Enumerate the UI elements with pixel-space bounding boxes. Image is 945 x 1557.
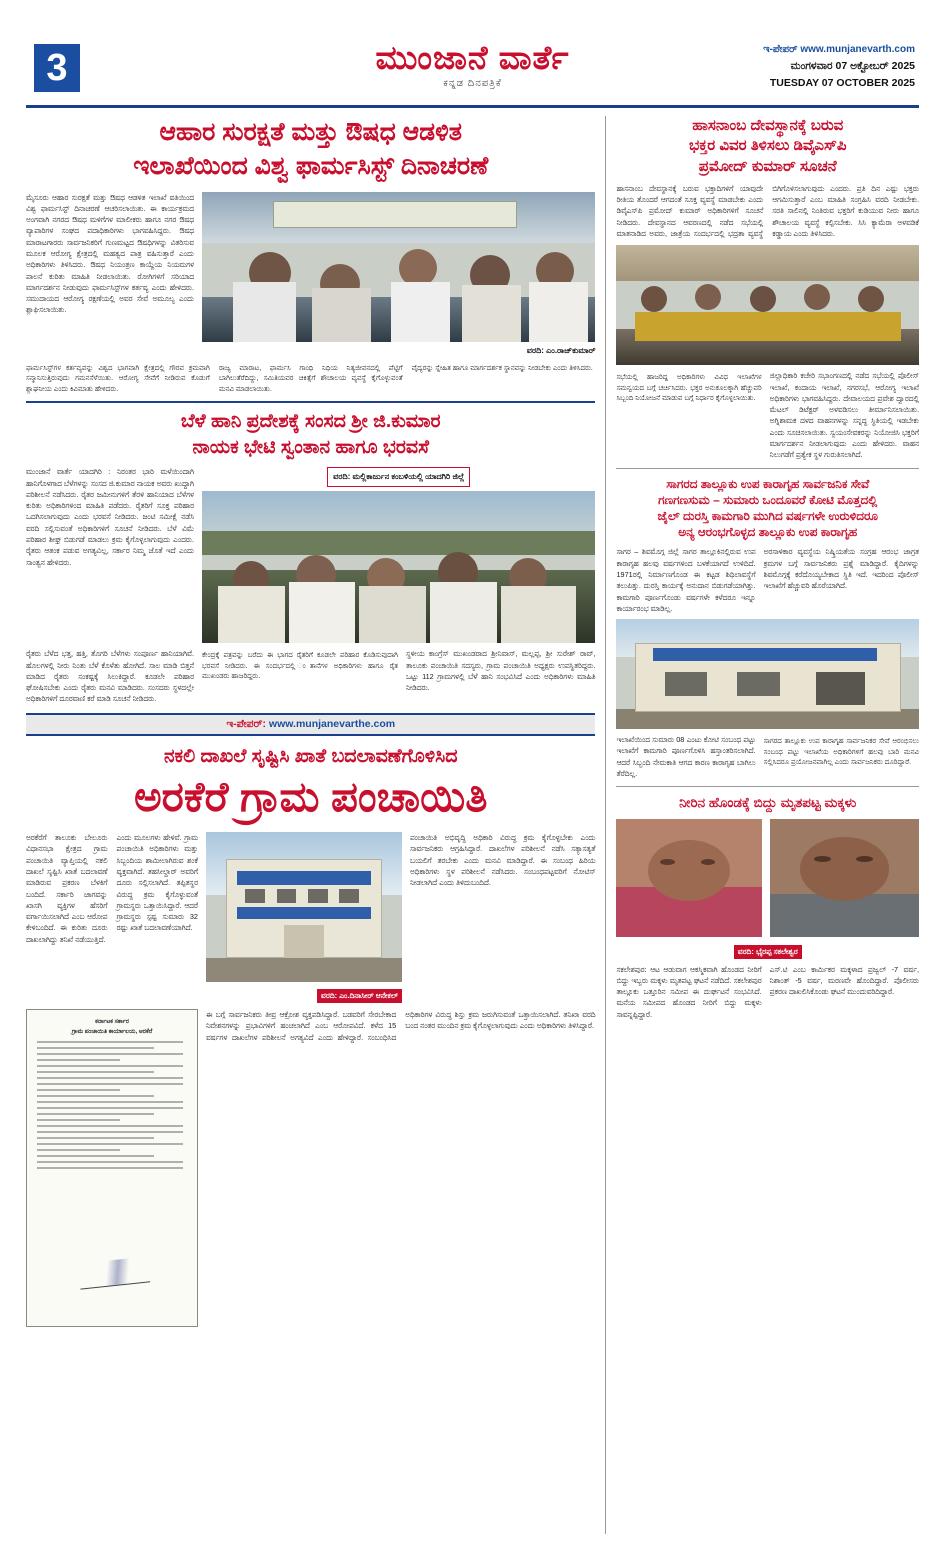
epaper-strip[interactable] bbox=[26, 713, 595, 736]
article4-headline-line2: ಅರಕೆರೆ ಗ್ರಾಮ ಪಂಚಾಯಿತಿ bbox=[134, 773, 488, 821]
article1-captions bbox=[26, 364, 595, 396]
article2-caption: ಸಭೆಯಲ್ಲಿ ಹಾಜರಿದ್ದ ಅಧಿಕಾರಿಗಳು ವಿವಿಧ ಇಲಾಖೆಗಳ ಸಮನ್ವಯದ ಬಗ್ಗೆ ಚರ್ಚಿಸಿದರು. ಭಕ್ತರ ಅನುಕೂಲಕ್ಕಾಗಿ ಹೆಚ್ಚುವರಿ ಸಿಬ್ಬಂದಿ ನಿಯೋಜನೆ ಮಾಡುವ ಬಗ್ಗೆ ನಿರ್ಧಾರ ಕೈಗೊಳ್ಳಲಾಯಿತು. bbox=[616, 374, 762, 403]
document-header: ಕರ್ನಾಟಕ ಸರ್ಕಾರ ಗ್ರಾಮ ಪಂಚಾಯಿತಿ ಕಾರ್ಯಾಲಯ, ಅರಕೆರೆ bbox=[71, 1019, 153, 1035]
article2-headline-line2: ಭಕ್ತರ ವಿವರ ತಿಳಿಸಲು ಡಿವೈಎಸ್‌ಪಿ bbox=[688, 137, 847, 155]
article3-caption: ಕೇಂದ್ರಕ್ಕೆ ಪತ್ರವನ್ನು ಬರೆದು ಈ ಭಾಗದ ರೈತರಿಗೆ ಕೂಡಲೇ ಪರಿಹಾರ ಕೊಡಿಸುವುದಾಗಿ ಭರವಸೆ ನೀಡಿದರು. ಈ ಸಂದರ್ಭದಲ್ಲಿ ಂತಾನೆಗಳ ಅಧಿಕಾರಿಗಳು ಹಾಗೂ ರೈತ ಮುಖಂಡರು ಹಾಜರಿದ್ದರು. bbox=[202, 652, 398, 681]
article5-headline-line1: ಸಾಗರದ ತಾಲ್ಲೂಕು ಉಪ ಕಾರಾಗೃಹ ಸಾರ್ವಜನಿಕ ಸೇವೆ bbox=[666, 476, 870, 491]
masthead-meta bbox=[763, 42, 915, 92]
article5-headline-line3: ಜೈಲ್ ದುರಸ್ತಿ ಕಾಮಗಾರಿ ಮುಗಿದ ವರ್ಷಗಳೇ ಉರುಳಿದರೂ bbox=[657, 508, 878, 523]
article4-byline: ವರದಿ: ಎಂ.ದಿನಾಸೀರ್ ಆನೇಕಲ್ bbox=[317, 989, 402, 1003]
right-column bbox=[605, 116, 919, 1534]
article5-headline-line4: ಅನ್ಯ ಆರಂಭಗೊಳ್ಳದ ತಾಲ್ಲೂಕು ಉಪ ಕಾರಾಗೃಹ bbox=[678, 525, 858, 540]
article4-body-2: ಎಂದು ಮೂಲಗಳು ಹೇಳಿವೆ. ಗ್ರಾಮ ಪಂಚಾಯಿತಿ ಅಧಿಕಾರಿಗಳು ಮತ್ತು ಸಿಬ್ಬಂದಿಯ ಶಾಮೀಲಾಗಿರುವ ಶಂಕೆ ವ್ಯಕ್ತವಾಗಿದೆ. ತಹಸೀಲ್ದಾರ್ ಅವರಿಗೆ ದೂರು ಸಲ್ಲಿಸಲಾಗಿದೆ. ತಪ್ಪಿತಸ್ಥರ ವಿರುದ್ಧ ಕ್ರಮ ಕೈಗೊಳ್ಳುವಂತೆ ಗ್ರಾಮಸ್ಥರು ಒತ್ತಾಯಿಸಿದ್ದಾರೆ. ಆದರೆ ಗ್ರಾಮಸ್ಥರು ಸ್ಪಷ್ಟ ಸುಮಾರು 32 ರಷ್ಟು ಖಾತೆ ಬದಲಾವಣೆಯಾಗಿದೆ. bbox=[116, 833, 198, 933]
article4-body-3: ಪಂಚಾಯಿತಿ ಅಭಿವೃದ್ಧಿ ಅಧಿಕಾರಿ ವಿರುದ್ಧ ಕ್ರಮ ಕೈಗೊಳ್ಳಬೇಕು ಎಂದು ಸಾರ್ವಜನಿಕರು ಆಗ್ರಹಿಸಿದ್ದಾರೆ. ದಾಖಲೆಗಳ ಪರಿಶೀಲನೆ ನಡೆಸಿ ಸತ್ಯಾಸತ್ಯತೆ ಬಯಲಿಗೆ ತರಬೇಕು ಎಂದು ಮನವಿ ಮಾಡಿದ್ದಾರೆ. ಈ ಸಂಬಂಧ ಹಿರಿಯ ಅಧಿಕಾರಿಗಳು ಸ್ಥಳ ಪರಿಶೀಲನೆ ನಡೆಸಿದರು. ಸಂಬಂಧಪಟ್ಟವರಿಗೆ ನೋಟಿಸ್ ನೀಡಲಾಗಿದೆ ಎಂದು ತಿಳಿದುಬಂದಿದೆ. bbox=[410, 833, 596, 888]
signature bbox=[78, 1257, 150, 1290]
paper-subtitle: ಕನ್ನಡ ದಿನಪತ್ರಿಕೆ bbox=[443, 78, 502, 90]
article2-body-1: ಹಾಸನಾಂಬ ದೇವಸ್ಥಾನಕ್ಕೆ ಬರುವ ಭಕ್ತಾದಿಗಳಿಗೆ ಯಾವುದೇ ರೀತಿಯ ತೊಂದರೆ ಆಗದಂತೆ ಸೂಕ್ತ ವ್ಯವಸ್ಥೆ ಮಾಡಬೇಕು ಎಂದು ಡಿವೈಎಸ್‌ಪಿ ಪ್ರಮೋದ್ ಕುಮಾರ್ ಅಧಿಕಾರಿಗಳಿಗೆ ಸೂಚನೆ ನೀಡಿದರು. ದೇವಸ್ಥಾನದ ಆವರಣದಲ್ಲಿ ನಡೆದ ಸಭೆಯಲ್ಲಿ ಮಾತನಾಡಿದ ಅವರು, ಜಾತ್ರೆಯ ಸಂದರ್ಭದಲ್ಲಿ ಭದ್ರತಾ ವ್ಯವಸ್ಥೆ ಬಿಗಿಗೊಳಿಸಲಾಗುವುದು ಎಂದರು. ಪ್ರತಿ ದಿನ ಎಷ್ಟು ಭಕ್ತರು ಆಗಮಿಸುತ್ತಾರೆ ಎಂಬ ಮಾಹಿತಿ ಸಂಗ್ರಹಿಸಿ ವರದಿ ನೀಡಬೇಕು. ಸರತಿ ಸಾಲಿನಲ್ಲಿ ನಿಂತಿರುವ ಭಕ್ತರಿಗೆ ಕುಡಿಯುವ ನೀರು ಹಾಗೂ ಶೌಚಾಲಯ ವ್ಯವಸ್ಥೆ ಕಲ್ಪಿಸಬೇಕು. ಸಿಸಿ ಕ್ಯಾಮೆರಾ ಅಳವಡಿಕೆ ಕಡ್ಡಾಯ ಎಂದು ತಿಳಿಸಿದರು. bbox=[616, 183, 919, 238]
page-content bbox=[26, 116, 919, 1534]
article-hasanamba-temple bbox=[616, 116, 919, 461]
article6-photo-child-2 bbox=[770, 819, 919, 937]
article-pharmacist-day bbox=[26, 116, 595, 395]
masthead bbox=[26, 22, 919, 108]
article3-body-2: ರೈತರು ಬೆಳೆದ ಭತ್ತ, ಹತ್ತಿ, ತೊಗರಿ ಬೆಳೆಗಳು ಸಂಪೂರ್ಣ ಹಾನಿಯಾಗಿವೆ. ಹೊಲಗಳಲ್ಲಿ ನೀರು ನಿಂತು ಬೆಳೆ ಕೊಳೆತು ಹೋಗಿದೆ. ಸಾಲ ಮಾಡಿ ಬಿತ್ತನೆ ಮಾಡಿದ ರೈತರು ಸಂಕಷ್ಟಕ್ಕೆ ಸಿಲುಕಿದ್ದಾರೆ. ಕೂಡಲೇ ಪರಿಹಾರ ಘೋಷಿಸಬೇಕು ಎಂದು ರೈತರು ಮನವಿ ಮಾಡಿದರು. ಸಂಸದರು ಸ್ಥಳದಲ್ಲೇ ಅಧಿಕಾರಿಗಳಿಗೆ ದೂರವಾಣಿ ಕರೆ ಮಾಡಿ ಸೂಚನೆ ನೀಡಿದರು. bbox=[26, 649, 194, 704]
article2-headline-line1: ಹಾಸನಾಂಬ ದೇವಸ್ಥಾನಕ್ಕೆ ಬರುವ bbox=[692, 117, 844, 134]
article1-body-left: ಮೈಸೂರು ಆಹಾರ ಸುರಕ್ಷತೆ ಮತ್ತು ಔಷಧ ಆಡಳಿತ ಇಲಾಖೆ ವತಿಯಿಂದ ವಿಶ್ವ ಫಾರ್ಮಸಿಸ್ಟ್ ದಿನಾಚರಣೆ ಆಚರಿಸಲಾಯಿತು. ಈ ಕಾರ್ಯಕ್ರಮದ ಅಂಗವಾಗಿ ನಗರದ ಔಷಧ ಮಳಿಗೆಗಳ ಮಾಲೀಕರು ಹಾಗೂ ನಗರ ಔಷಧ ವ್ಯಾಪಾರಿಗಳ ಸಂಘದ ಪದಾಧಿಕಾರಿಗಳು ಭಾಗವಹಿಸಿದ್ದರು. ಔಷಧ ಮಾರಾಟಗಾರರು ಸಾರ್ವಜನಿಕರಿಗೆ ಗುಣಮಟ್ಟದ ಔಷಧಿಗಳನ್ನು ವಿತರಿಸುವ ಮೂಲಕ ಆರೋಗ್ಯ ಕ್ಷೇತ್ರದಲ್ಲಿ ಮಹತ್ವದ ಪಾತ್ರ ವಹಿಸುತ್ತಾರೆ ಎಂದು ಅಧಿಕಾರಿಗಳು ತಿಳಿಸಿದರು. ಔಷಧ ನಿಯಂತ್ರಣ ಕಾಯ್ದೆಯ ನಿಯಮಗಳ ಪಾಲನೆ ಕುರಿತು ಮಾಹಿತಿ ನೀಡಲಾಯಿತು. ರೋಗಿಗಳಿಗೆ ಸರಿಯಾದ ಮಾರ್ಗದರ್ಶನ ನೀಡುವುದು ಫಾರ್ಮಸಿಸ್ಟ್‌ಗಳ ಕರ್ತವ್ಯ ಎಂದು ಹೇಳಿದರು. ಸಮುದಾಯದ ಆರೋಗ್ಯ ರಕ್ಷಣೆಯಲ್ಲಿ ಅವರ ಸೇವೆ ಅಮೂಲ್ಯ ಎಂದು ಶ್ಲಾಘಿಸಲಾಯಿತು. bbox=[26, 192, 194, 315]
date-english: TUESDAY 07 OCTOBER 2025 bbox=[769, 76, 915, 89]
article6-body-left: ಸಕಲೇಶಪುರ: ಆಟ ಆಡುವಾಗ ಆಕಸ್ಮಿಕವಾಗಿ ಹೊಂಡದ ನೀರಿಗೆ ಬಿದ್ದು ಇಬ್ಬರು ಮಕ್ಕಳು ಮೃತಪಟ್ಟ ಘಟನೆ ನಡೆದಿದೆ. ಸಕಲೇಶಪುರ ತಾಲ್ಲೂಕು ಒತ್ತೂರಿನ ಸಮೀಪ ಈ ದುರ್ಘಟನೆ ಸಂಭವಿಸಿದೆ. ಮನೆಯ ಸಮೀಪದ ಹೊಂಡದ ನೀರಿಗೆ ಬಿದ್ದು ಮಕ್ಕಳು ಸಾವನ್ನಪ್ಪಿದ್ದಾರೆ. bbox=[616, 964, 762, 1019]
article4-document-scan bbox=[26, 1009, 198, 1327]
article2-body-2: ಜಿಲ್ಲಾಧಿಕಾರಿ ಕಚೇರಿ ಸಭಾಂಗಣದಲ್ಲಿ ನಡೆದ ಸಭೆಯಲ್ಲಿ ಪೊಲೀಸ್ ಇಲಾಖೆ, ಕಂದಾಯ ಇಲಾಖೆ, ನಗರಸಭೆ, ಆರೋಗ್ಯ ಇಲಾಖೆ ಅಧಿಕಾರಿಗಳು ಭಾಗವಹಿಸಿದ್ದರು. ದೇವಾಲಯದ ಪ್ರವೇಶ ದ್ವಾರದಲ್ಲಿ ಮೆಟಲ್ ಡಿಟೆಕ್ಟರ್ ಅಳವಡಿಸಲು ತೀರ್ಮಾನಿಸಲಾಯಿತು. ಅಗ್ನಿಶಾಮಕ ದಳದ ವಾಹನಗಳನ್ನು ಸನ್ನದ್ಧ ಸ್ಥಿತಿಯಲ್ಲಿ ಇಡಬೇಕು ಎಂದು ಸೂಚಿಸಲಾಯಿತು. ಸ್ವಯಂಸೇವಕರನ್ನು ನಿಯೋಜಿಸಿ ಭಕ್ತರಿಗೆ ಮಾರ್ಗದರ್ಶನ ನೀಡಲಾಗುವುದು ಎಂದು ಹೇಳಿದರು. ವಾಹನ ನಿಲುಗಡೆಗೆ ಪ್ರತ್ಯೇಕ ಸ್ಥಳ ಗುರುತಿಸಲಾಗಿದೆ. bbox=[769, 371, 919, 460]
article4-headline-line1: ನಕಲಿ ದಾಖಲೆ ಸೃಷ್ಟಿಸಿ ಖಾತೆ ಬದಲಾವಣೆಗೊಳಿಸಿದ bbox=[163, 745, 458, 767]
article2-headline-line3: ಪ್ರಮೋದ್ ಕುಮಾರ್ ಸೂಚನೆ bbox=[698, 157, 837, 175]
article5-photo-jail bbox=[616, 619, 919, 729]
article3-body-3: ಸ್ಥಳೀಯ ಕಾಂಗ್ರೆಸ್ ಮುಖಂಡರಾದ ಶ್ರೀನಿವಾಸ್, ಮಲ್ಲಪ್ಪ, ಶ್ರೀ ಸುರೇಶ್ ರಾವ್, ತಾಲೂಕು ಪಂಚಾಯಿತಿ ಸದಸ್ಯರು, ಗ್ರಾಮ ಪಂಚಾಯಿತಿ ಅಧ್ಯಕ್ಷರು ಉಪಸ್ಥಿತರಿದ್ದರು. ಒಟ್ಟು 112 ಗ್ರಾಮಗಳಲ್ಲಿ ಬೆಳೆ ಹಾನಿ ಸಂಭವಿಸಿದೆ ಎಂದು ಅಧಿಕಾರಿಗಳು ಮಾಹಿತಿ ನೀಡಿದರು. bbox=[406, 649, 596, 693]
article3-headline-line2: ನಾಯಕ ಭೇಟಿ ಸ್ವಂತಾನ ಹಾಗೂ ಭರವಸೆ bbox=[192, 436, 429, 458]
article6-byline: ವರದಿ: ಭೈರಪ್ಪ ಸಕಲೇಶ್ವರ bbox=[734, 945, 802, 959]
article-sagara-jail bbox=[616, 476, 919, 780]
article5-headline-line2: ಗಣಗಣಸುಮ – ಸುಮಾರು ಒಂದೂವರೆ ಕೋಟಿ ಮೊತ್ತದಲ್ಲಿ bbox=[658, 492, 878, 507]
article3-byline: ವರದಿ: ಮಲ್ಲಿಕಾರ್ಜುನ ಕಂಬಳಿಯಲ್ಲಿ ಯಾದಗಿರಿ ಜಿಲ್ಲೆ bbox=[327, 467, 470, 487]
article4-photo-building bbox=[206, 832, 402, 982]
epaper-strip-label: ಇ-ಪೇಪರ್: bbox=[226, 717, 266, 730]
article1-caption-1: ಫಾರ್ಮಸಿಸ್ಟ್‌ಗಳ ಕರ್ತವ್ಯವನ್ನು ವಿಶ್ವದ ಭಾಗವಾಗಿ ಕ್ಷೇತ್ರದಲ್ಲಿ ಗೌರವ ಕ್ರಮವಾಗಿ ಸನ್ಮಾನಿಸುತ್ತಿರುವುದು ಗಮನಸೆಳೆಯಿತು. ಆರೋಗ್ಯ ಸೇವೆಗೆ ನೀಡಿರುವ ಕೊಡುಗೆ ಶ್ಲಾಘನೀಯ ಎಂದು ಕಿವಿಮಾತು ಹೇಳಿದರು. bbox=[26, 364, 210, 393]
article5-body-1: ಸಾಗರ – ಶಿವಮೊಗ್ಗ ಜಿಲ್ಲೆ ಸಾಗರ ತಾಲ್ಲೂಕಿನಲ್ಲಿರುವ ಉಪ ಕಾರಾಗೃಹ ಹಲವು ವರ್ಷಗಳಿಂದ ಬಳಕೆಯಾಗದೆ ಉಳಿದಿದೆ. 1971ರಲ್ಲಿ ನಿರ್ಮಾಣಗೊಂಡ ಈ ಕಟ್ಟಡ ಶಿಥಿಲಾವಸ್ಥೆಗೆ ತಲುಪಿತ್ತು. ದುರಸ್ತಿ ಕಾರ್ಯಕ್ಕೆ ಅನುದಾನ ಬಿಡುಗಡೆಯಾಗಿತ್ತು. ಕಾಮಗಾರಿ ಪೂರ್ಣಗೊಂಡು ವರ್ಷಗಳೇ ಕಳೆದರೂ ಇನ್ನೂ ಕಾರ್ಯಾರಂಭ ಮಾಡಿಲ್ಲ. bbox=[616, 547, 756, 613]
article1-headline-line2: ಇಲಾಖೆಯಿಂದ ವಿಶ್ವ ಫಾರ್ಮಸಿಸ್ಟ್ ದಿನಾಚರಣೆ bbox=[133, 151, 489, 180]
page-number: 3 bbox=[34, 44, 80, 92]
article6-photo-child-1 bbox=[616, 819, 761, 937]
article5-body-2: ಅರಸಾಳಿಕಾರ ವ್ಯವಸ್ಥೆಯ ನಿಷ್ಕ್ರಿಯತೆಯ ಸಂಗ್ರಹ ಆರಂಭ ಜಾಗ್ರತ ಕ್ರಮಗಳ ಬಗ್ಗೆ ಸಾರ್ವಜನಿಕರು ಪ್ರಶ್ನೆ ಮಾಡಿದ್ದಾರೆ. ಕೈದಿಗಳನ್ನು ಶಿವಮೊಗ್ಗಕ್ಕೆ ಕರೆದೊಯ್ಯಬೇಕಾದ ಸ್ಥಿತಿ ಇದೆ. ಇದರಿಂದ ಪೊಲೀಸ್ ಇಲಾಖೆಗೆ ಹೆಚ್ಚುವರಿ ಹೊರೆಯಾಗಿದೆ. bbox=[763, 547, 919, 591]
article1-caption-3: ವೈದ್ಯರನ್ನು ಸ್ನೇಹಿತ ಹಾಗೂ ಮಾರ್ಗದರ್ಶಕ ಸ್ಥಾನವನ್ನು ನೀಡಬೇಕು ಎಂದು ತಿಳಿಸಿದರು. bbox=[411, 364, 593, 372]
article4-body-4: ಈ ಬಗ್ಗೆ ಸಾರ್ವಜನಿಕರು ತೀವ್ರ ಆಕ್ರೋಶ ವ್ಯಕ್ತಪಡಿಸಿದ್ದಾರೆ. ಬಡವರಿಗೆ ಸೇರಬೇಕಾದ ನಿವೇಶನಗಳನ್ನು ಪ್ರಭಾವಿಗಳಿಗೆ ಹಂಚಲಾಗಿದೆ ಎಂಬ ಆರೋಪವಿದೆ. ಕಳೆದ 15 ವರ್ಷಗಳ ದಾಖಲೆಗಳ ಪರಿಶೀಲನೆ ಅಗತ್ಯವಿದೆ ಎಂದು ಹೇಳಿದ್ದಾರೆ. ಸಂಬಂಧಿಸಿದ ಅಧಿಕಾರಿಗಳ ವಿರುದ್ಧ ಶಿಸ್ತು ಕ್ರಮ ಜರುಗಿಸುವಂತೆ ಒತ್ತಾಯಿಸಲಾಗಿದೆ. ತನಿಖಾ ವರದಿ ಬಂದ ನಂತರ ಮುಂದಿನ ಕ್ರಮ ಕೈಗೊಳ್ಳಲಾಗುವುದು ಎಂದು ಅಧಿಕಾರಿಗಳು ತಿಳಿಸಿದ್ದಾರೆ. bbox=[206, 1010, 596, 1042]
article-crop-damage bbox=[26, 409, 595, 705]
article1-caption-2: ರಾಜ್ಯ ಮಾರಾಟ, ಫಾರ್ಮಸಿ ಗಾಂಧಿ ನಿಧಿಯ ನಿತ್ಯಜೀವನದಲ್ಲಿ ಪೆಟ್ಟಿಗೆ ಬಾಗಿಲುತೆರೆದಿದ್ದು, ಸಮಿತಿಯವರ ಚಿಕಿತ್ಸೆಗೆ ಶೌಚಾಲಯ ವ್ಯವಸ್ಥೆ ಕೈಗೊಳ್ಳುವಂತೆ ಮನವಿ ಮಾಡಲಾಯಿತು. bbox=[218, 364, 403, 393]
article6-body-right: ಎಸ್.ಟಿ ಎಂಬ ಕಾರ್ಮಿಕರ ಮಕ್ಕಳಾದ ಪ್ರಜ್ವಲ್ -7 ವರ್ಷ, ನಿಶಾಂತ್ -5 ವರ್ಷ, ಮರಣವೇ ಹೊಂದಿದ್ದಾರೆ. ಪೊಲೀಸರು ಪ್ರಕರಣ ದಾಖಲಿಸಿಕೊಂಡು ಘಟನೆ ಮುಂದುವರಿದಿದ್ದಾರೆ. bbox=[769, 964, 919, 997]
article-fake-documents bbox=[26, 744, 595, 1327]
left-column bbox=[26, 116, 595, 1534]
article-children-drowned bbox=[616, 794, 919, 1020]
article1-headline-line1: ಆಹಾರ ಸುರಕ್ಷತೆ ಮತ್ತು ಔಷಧ ಆಡಳಿತ bbox=[159, 118, 462, 146]
epaper-link[interactable]: ಇ-ಪೇಪರ್ www.munjanevarth.com bbox=[763, 44, 915, 55]
article3-body-1: ಮುಂಜಾನೆ ವಾರ್ತೆ ಯಾದಗಿರಿ : ನಿರಂತರ ಭಾರಿ ಮಳೆಯಿಂದಾಗಿ ಹಾನಿಗೊಳಗಾದ ಬೆಳೆಗಳನ್ನು ಸಂಸದ ಜಿ.ಕುಮಾರ ನಾಯಕ ಅವರು ಖುದ್ದಾಗಿ ಪರಿಶೀಲನೆ ನಡೆಸಿದರು. ರೈತರ ಜಮೀನುಗಳಿಗೆ ತೆರಳಿ ಹಾನಿಯಾದ ಬೆಳೆಗಳ ಕುರಿತು ಅಧಿಕಾರಿಗಳಿಂದ ಮಾಹಿತಿ ಪಡೆದರು. ರೈತರಿಗೆ ಸೂಕ್ತ ಪರಿಹಾರ ಒದಗಿಸಲಾಗುವುದು ಎಂದು ಭರವಸೆ ನೀಡಿದರು. ಜಂಟಿ ಸಮೀಕ್ಷೆ ನಡೆಸಿ ವರದಿ ಸಲ್ಲಿಸುವಂತೆ ಅಧಿಕಾರಿಗಳಿಗೆ ಸೂಚನೆ ನೀಡಿದರು. ಬೆಳೆ ವಿಮೆ ಪರಿಹಾರ ಶೀಘ್ರ ಬಿಡುಗಡೆ ಮಾಡಲು ಕ್ರಮ ಕೈಗೊಳ್ಳಲಾಗುವುದು ಎಂದರು. ರೈತರು ಆತಂಕ ಪಡುವ ಅಗತ್ಯವಿಲ್ಲ, ಸರ್ಕಾರ ನಿಮ್ಮ ಜೊತೆ ಇದೆ ಎಂದು ಸಾಂತ್ವನ ಹೇಳಿದರು. bbox=[26, 467, 194, 567]
paper-title: ಮುಂಜಾನೆ ವಾರ್ತೆ bbox=[375, 39, 570, 76]
epaper-strip-url[interactable]: www.munjanevarthe.com bbox=[268, 717, 396, 730]
article6-headline: ನೀರಿನ ಹೊಂಡಕ್ಕೆ ಬಿದ್ದು ಮೃತಪಟ್ಟ ಮಕ್ಕಳು bbox=[679, 795, 857, 811]
article4-body-1: ಅರಕೆರೆಗೆ ತಾಲೂಕು ಬೇಲೂರು ವಿಧಾನಸಭಾ ಕ್ಷೇತ್ರದ ಗ್ರಾಮ ಪಂಚಾಯಿತಿ ವ್ಯಾಪ್ತಿಯಲ್ಲಿ ನಕಲಿ ದಾಖಲೆ ಸೃಷ್ಟಿಸಿ ಖಾತೆ ಬದಲಾವಣೆ ಮಾಡಿರುವ ಪ್ರಕರಣ ಬೆಳಕಿಗೆ ಬಂದಿದೆ. ಸರ್ಕಾರಿ ಜಾಗವನ್ನು ಖಾಸಗಿ ವ್ಯಕ್ತಿಗಳ ಹೆಸರಿಗೆ ವರ್ಗಾಯಿಸಲಾಗಿದೆ ಎಂಬ ಆರೋಪ ಕೇಳಿಬಂದಿದೆ. ಈ ಕುರಿತು ದೂರು ದಾಖಲಾಗಿದ್ದು ತನಿಖೆ ನಡೆಯುತ್ತಿದೆ. bbox=[26, 833, 108, 944]
article1-byline: ವರದಿ: ಎಂ.ರಾಜ್‌ಕುಮಾರ್ bbox=[526, 345, 596, 355]
article1-photo bbox=[202, 192, 595, 342]
article5-caption: ಸಾಗರದ ತಾಲ್ಲೂಕು ಉಪ ಕಾರಾಗೃಹ ಸಾರ್ವಜನಿಕರ ಸೇವೆ ಆರಂಭಿಸಲು ಸಂಬಂಧ ಪಟ್ಟು ಇಲಾಖೆಯ ಅಧಿಕಾರಿಗಳಿಗೆ ಹಲವು ಬಾರಿ ಮನವಿ ಸಲ್ಲಿಸಿದರೂ ಪ್ರಯೋಜನವಾಗಿಲ್ಲ ಎಂದು ಸಾರ್ವಜನಿಕರು ದೂರಿದ್ದಾರೆ. bbox=[763, 738, 919, 767]
article2-photo bbox=[616, 245, 919, 365]
article5-body-3: ಇಲಾಖೆಯಿಂದ ಸುಮಾರು 08 ಎಂಟು ಕೋಟಿ ಸಂಬಂಧ ಪಟ್ಟು ಇಲಾಖೆಗೆ ಕಾಮಗಾರಿ ಪೂರ್ಣಗೊಳಿಸಿ ಹಸ್ತಾಂತರಿಸಲಾಗಿದೆ. ಆದರೆ ಸಿಬ್ಬಂದಿ ನೇಮಕಾತಿ ಆಗದ ಕಾರಣ ಕಾರಾಗೃಹ ಬಾಗಿಲು ತೆರೆದಿಲ್ಲ. bbox=[616, 735, 756, 779]
article3-headline-line1: ಬೆಳೆ ಹಾನಿ ಪ್ರದೇಶಕ್ಕೆ ಸಂಸದ ಶ್ರೀ ಜಿ.ಕುಮಾರ bbox=[180, 411, 441, 432]
date-kannada: ಮಂಗಳವಾರ 07 ಅಕ್ಟೋಬರ್ 2025 bbox=[790, 60, 915, 72]
article3-photo bbox=[202, 491, 595, 643]
